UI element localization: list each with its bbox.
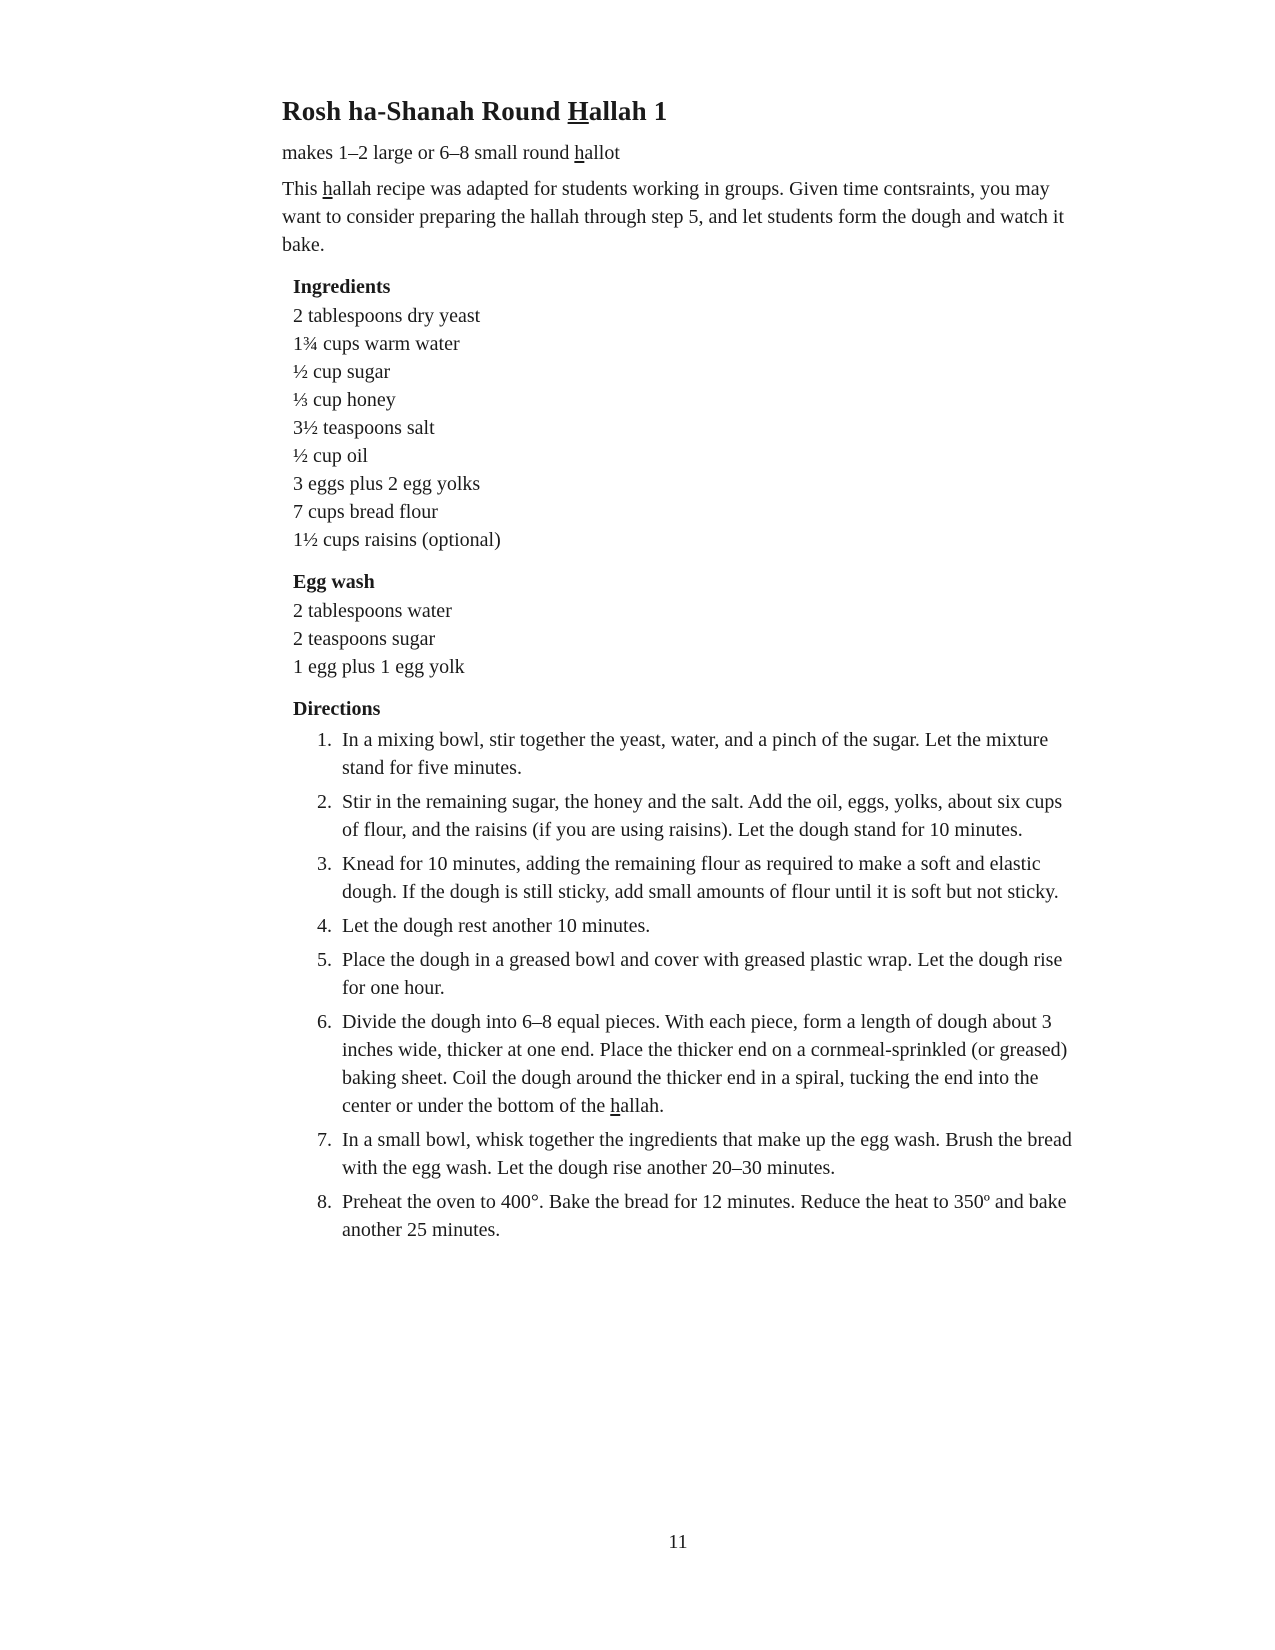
egg-wash-item: 1 egg plus 1 egg yolk [293,656,465,678]
egg-wash-heading: Egg wash [293,571,375,593]
ingredient-item: ½ cup sugar [293,361,391,383]
egg-wash-item: 2 teaspoons sugar [293,628,436,650]
direction-step: 2. Stir in the remaining sugar, the honey and the salt. Add the oil, eggs, yolks, about six cups of flour, and the raisins (if you are using raisins). Let the dough stand for 10 minutes. [337,788,1074,844]
direction-step: 4. Let the dough rest another 10 minutes. [337,912,1074,940]
recipe-content [282,95,1074,1250]
underlined-letter: h [322,178,333,200]
ingredients-list [293,302,1074,554]
ingredient-item: 1¾ cups warm water [293,333,460,355]
page-number: 11 [668,1531,688,1553]
direction-step: 7. In a small bowl, whisk together the ingredients that make up the egg wash. Brush the bread with the egg wash. Let the dough rise another 20–30 minutes. [337,1126,1074,1182]
egg-wash-list [293,597,1074,681]
ingredient-item: 1½ cups raisins (optional) [293,529,501,551]
recipe-title: Rosh ha-Shanah Round Hallah 1 [282,96,668,126]
direction-step: 3. Knead for 10 minutes, adding the remaining flour as required to make a soft and elastic dough. If the dough is still sticky, add small amounts of flour until it is soft but not sticky. [337,850,1074,906]
ingredient-item: ½ cup oil [293,445,368,467]
egg-wash-item: 2 tablespoons water [293,600,452,622]
directions-list [293,726,1074,1244]
ingredients-heading: Ingredients [293,276,391,298]
ingredient-item: 3 eggs plus 2 egg yolks [293,473,481,495]
underlined-letter: H [567,96,589,126]
recipe-yield: makes 1–2 large or 6–8 small round hallot [282,142,620,164]
recipe-sections [293,273,1074,1244]
directions-heading: Directions [293,698,381,720]
underlined-letter: h [610,1095,621,1117]
ingredient-item: ⅓ cup honey [293,389,396,411]
direction-step: 5. Place the dough in a greased bowl and cover with greased plastic wrap. Let the dough rise for one hour. [337,946,1074,1002]
recipe-intro: This hallah recipe was adapted for students working in groups. Given time contsraints, you may want to consider preparing the hallah through step 5, and let students form the dough and watch it bake. [282,178,1065,256]
ingredient-item: 2 tablespoons dry yeast [293,305,481,327]
direction-step: 8. Preheat the oven to 400°. Bake the bread for 12 minutes. Reduce the heat to 350º and bake another 25 minutes. [337,1188,1074,1244]
ingredient-item: 7 cups bread flour [293,501,438,523]
direction-step: 6. Divide the dough into 6–8 equal pieces. With each piece, form a length of dough about 3 inches wide, thicker at one end. Place the thicker end on a cornmeal-sprinkled (or greased) baking sheet. Coil the dough around the thicker end in a spiral, tucking the end into the center or under the bottom of the hallah. [337,1008,1074,1120]
direction-step: 1. In a mixing bowl, stir together the yeast, water, and a pinch of the sugar. Let the mixture stand for five minutes. [337,726,1074,782]
underlined-letter: h [574,142,585,164]
ingredient-item: 3½ teaspoons salt [293,417,435,439]
